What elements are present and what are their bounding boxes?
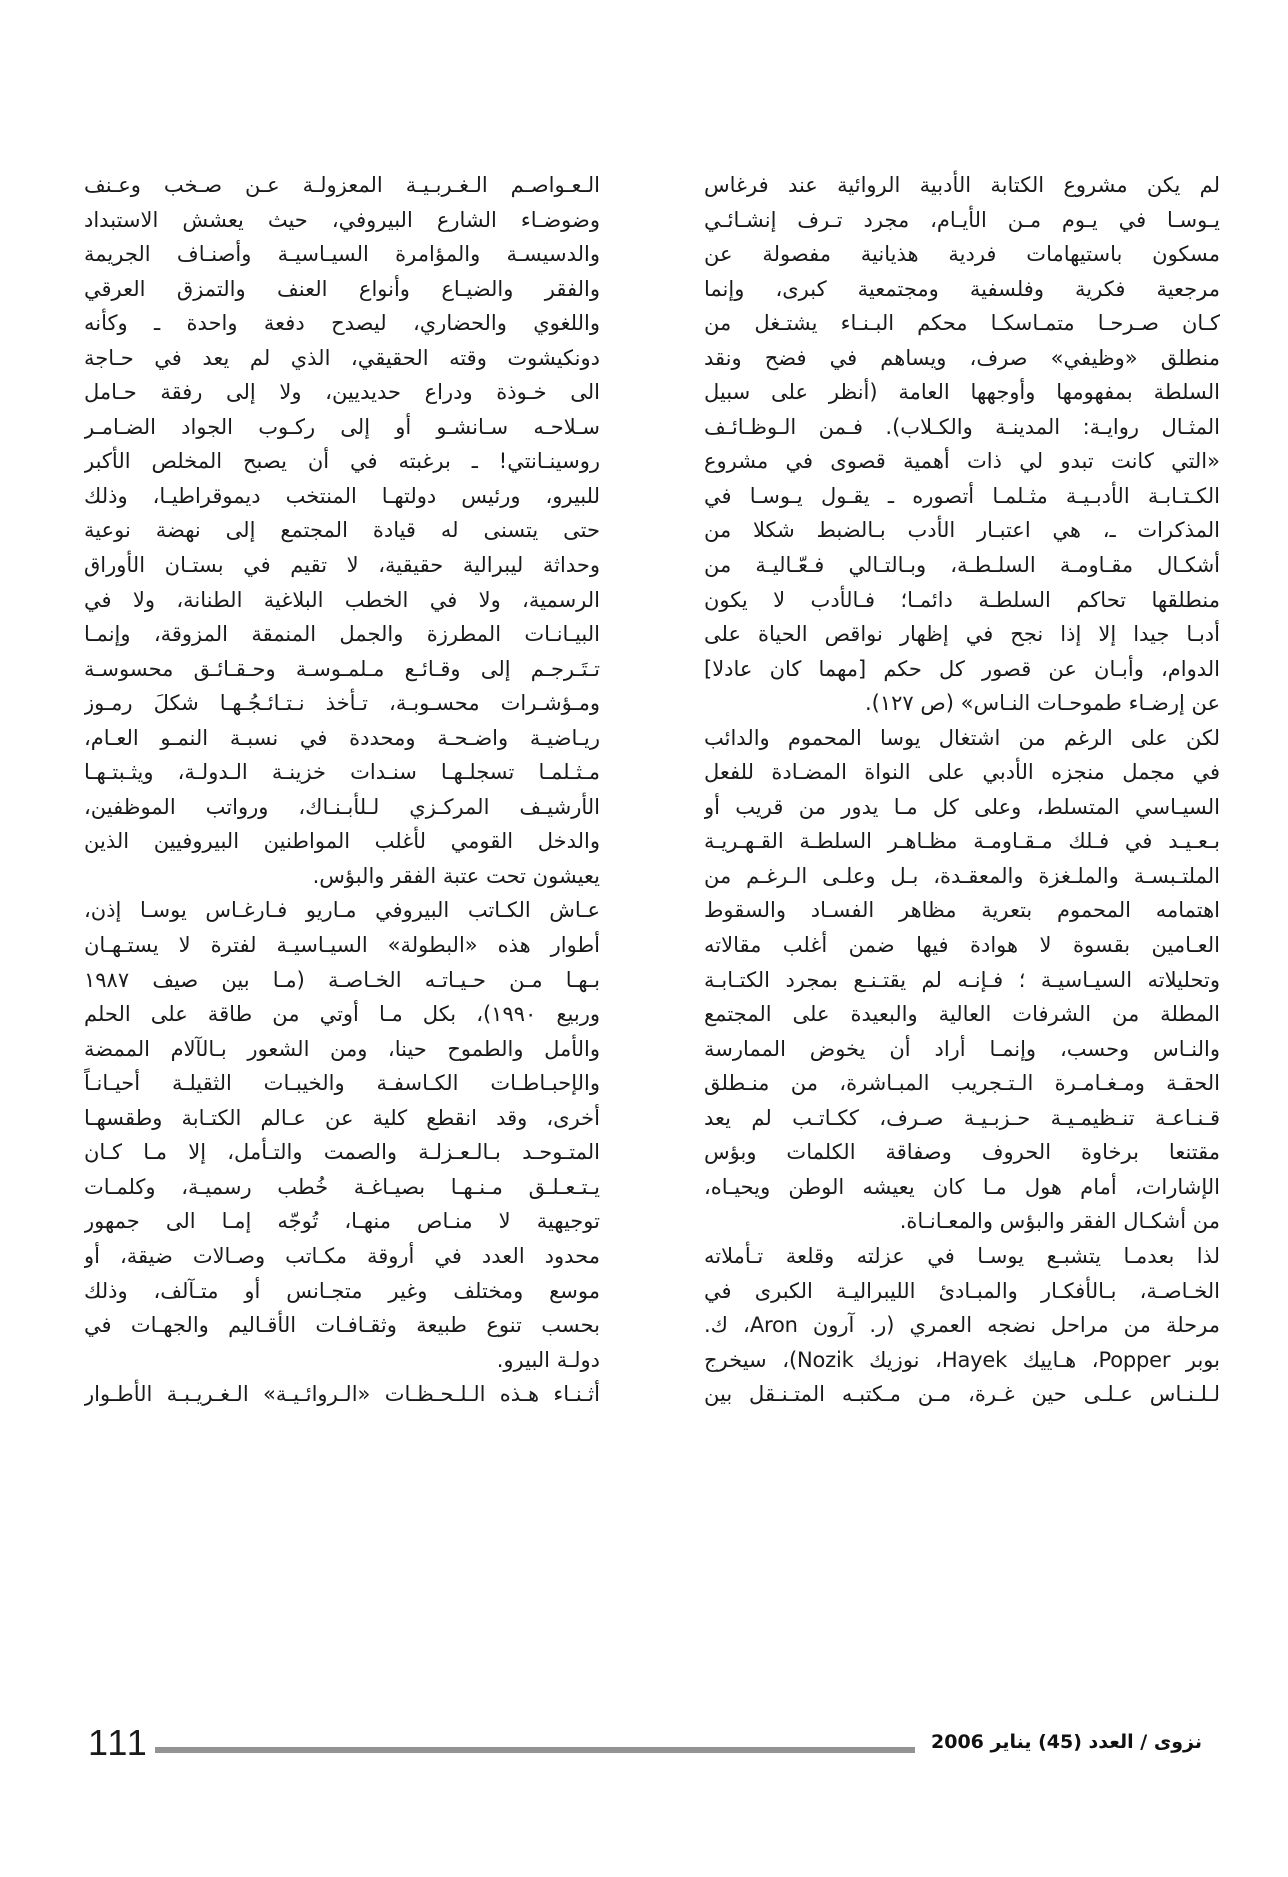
article-column-right	[704, 168, 1220, 1412]
text-line: كـان صـرحـا متمـاسكـا محكم البـنـاء يشتـغل من	[704, 311, 1220, 336]
text-line: الى خـوذة ودراع حديديين، ولا إلى رفقة حـامل	[84, 380, 600, 405]
text-line: يعيشون تحت عتبة الفقر والبؤس.	[312, 863, 600, 888]
text-line: والفقر والضيـاع وأنواع العنف والتمزق العرقي	[84, 276, 600, 301]
text-line: بـهـا مـن حـيـاتـه الخـاصـة (مـا بين صيف ١٩٨٧	[84, 967, 600, 992]
issue-label: نزوى / العدد (45) يناير 2006	[931, 1731, 1202, 1753]
text-line: يـتـعـلـق مـنـهـا بصيـاغـة خُطب رسميـة، وكلمـات	[84, 1174, 600, 1199]
page-number: 111	[88, 1722, 149, 1763]
text-line: محدود العدد في أروقة مكـاتب وصـالات ضيقة، أو	[84, 1243, 600, 1268]
text-line: حتى يتسنى له قيادة المجتمع إلى نهضة نوعية	[84, 518, 600, 543]
text-line: والنـاس وحسب، وإنمـا أراد أن يخوض الممارسة	[704, 1036, 1220, 1061]
text-line: منطلقها تحاكم السلطـة دائمـا؛ فـالأدب لا يكون	[704, 587, 1220, 612]
text-line: السلطة بمفهومها وأوجهها العامة (أنظر على سبيل	[704, 380, 1220, 405]
text-line: من أشكـال الفقر والبؤس والمعـانـاة.	[899, 1209, 1220, 1234]
text-line: مقتنعا برخاوة الحروف وصفاقة الكلمات وبؤس	[704, 1140, 1220, 1165]
text-line: مـثـلمـا تسجلـهـا سنـدات خزينـة الـدولـة، ويثـبتـهـا	[84, 760, 600, 785]
text-line: اهتمامه المحموم بتعرية مظاهر الفسـاد والسقوط	[704, 898, 1220, 923]
text-line: السيـاسي المتسلط، وعلى كل مـا يدور من قريب أو	[704, 794, 1220, 819]
text-line: الإشارات، أمام هول مـا كان يعيشه الوطن ويحيـاه،	[704, 1174, 1220, 1199]
text-line: ريـاضيـة واضـحـة ومحددة في نسبـة النمـو العـام،	[84, 725, 600, 750]
text-line: في مجمل منجزه الأدبي على النواة المضـادة للفعل	[704, 760, 1220, 785]
text-line: وتحليلاته السيـاسيـة ؛ فـإنـه لم يقتـنـع بمجرد الكتـابـة	[704, 967, 1220, 992]
text-line: الخـاصـة، بـالأفكـار والمبـادئ الليبراليـة الكبرى في	[704, 1278, 1220, 1303]
text-line: أخرى، وقد انقطع كلية عن عـالم الكتـابة وطقسهـا	[84, 1105, 600, 1130]
text-line: أثـنـاء هـذه الـلـحـظـات «الـروائـيـة» الـغـريـبـة الأطـوار	[84, 1382, 600, 1407]
text-line: الرسمية، ولا في الخطب البلاغية الطنانة، ولا في	[84, 587, 600, 612]
text-line: المطلة من الشرفات العالية والبعيدة على المجتمع	[704, 1002, 1220, 1027]
text-line: لم يكن مشروع الكتابة الأدبية الروائية عند فرغاس	[704, 173, 1220, 197]
text-line: بحسب تنوع طبيعة وثقـافـات الأقـاليم والجهـات في	[84, 1313, 600, 1338]
text-line: وضوضـاء الشارع البيروفي، حيث يعشش الاستبداد	[84, 207, 600, 232]
text-line: عـاش الكـاتب البيروفي مـاريو فـارغـاس يوسـا إذن،	[84, 898, 600, 923]
text-line: تـتَـرجـم إلى وقـائـع مـلمـوسـة وحـقـائـق محسوسـة	[84, 656, 600, 681]
text-line: للبيرو، ورئيس دولتهـا المنتخب ديموقراطيـا، وذلك	[84, 483, 600, 508]
text-line: الملتـبسـة والملـغزة والمعقـدة، بـل وعلـى الـرغـم من	[704, 863, 1220, 888]
text-line: الدوام، وأبـان عن قصور كل حكم [مهما كان عادلا]	[704, 656, 1220, 681]
text-line: العـامين بقسوة لا هوادة فيها ضمن أغلب مقالاته	[704, 933, 1220, 958]
text-line: دونكيشوت وقته الحقيقي، الذي لم يعد في حـاجة	[84, 345, 600, 370]
text-line: والدسيسـة والمؤامرة السيـاسيـة وأصنـاف الجريمة	[84, 242, 600, 267]
text-line: لكن على الرغم من اشتغال يوسا المحموم والدائب	[704, 725, 1220, 750]
text-line: سـلاحـه سـانشـو أو إلى ركـوب الجواد الضـامـر	[84, 414, 600, 439]
text-line: بوبر Popper، هـاييك Hayek، نوزيك Nozik)، سيخرج	[704, 1347, 1220, 1372]
text-line: دولـة البيرو.	[496, 1347, 600, 1372]
text-line: قـنـاعـة تنـظيمـيـة حـزبـيـة صـرف، ككـاتـب لم يعد	[704, 1105, 1220, 1130]
text-line: عن إرضـاء طموحـات النـاس» (ص ١٢٧).	[864, 691, 1220, 716]
text-line: روسينـانتي! ـ برغبته في أن يصبح المخلص الأكبر	[84, 449, 600, 474]
text-line: «التي كانت تبدو لي ذات أهمية قصوى في مشروع	[704, 449, 1220, 474]
text-line: الحقـة ومـغـامـرة الـتـجريب المبـاشرة، من منـطلق	[704, 1071, 1220, 1096]
text-line: المذكرات ـ، هي اعتبـار الأدب بـالضبط شكلا من	[704, 518, 1220, 543]
text-line: والأمل والطموح حينا، ومن الشعور بـالآلام الممضة	[84, 1036, 600, 1061]
text-line: وربيع ١٩٩٠)، بكل مـا أوتي من طاقة على الحلم	[84, 1002, 600, 1027]
text-line: والدخل القومي لأغلب المواطنين البيروفيين الذين	[84, 829, 600, 854]
text-line: أشكـال مقـاومـة السلـطـة، وبـالتـالي فـعّـاليـة من	[704, 553, 1220, 578]
text-line: أطوار هذه «البطولة» السيـاسيـة لفترة لا يستـهـان	[84, 933, 600, 958]
text-line: والإحبـاطـات الكـاسفـة والخيبـات الثقيلـة أحيـانـاً	[84, 1071, 600, 1096]
text-line: بـعـيـد في فـلك مـقـاومـة مظـاهـر السلطـة القـهـريـة	[704, 829, 1220, 854]
text-line: الأرشيـف المركـزي لـلأبـنـاك، ورواتب الموظفين،	[84, 794, 600, 819]
text-line: الـعـواصـم الـغـربـيـة المعزولـة عـن صـخب وعـنف	[84, 173, 600, 197]
article-column-left	[84, 168, 600, 1412]
text-line: مسكون باستيهامات فردية هذيانية مفصولة عن	[704, 242, 1220, 267]
text-line: الكـتـابـة الأدبـيـة مثـلمـا أتصوره ـ يقـول يـوسـا في	[704, 483, 1220, 508]
text-line: منطلق «وظيفي» صرف، ويساهم في فضح ونقد	[704, 345, 1220, 370]
text-line: أدبـا جيدا إلا إذا نجح في إظهار نواقص الحياة على	[704, 622, 1220, 647]
text-line: واللغوي والحضاري، ليصدح دفعة واحدة ـ وكأنه	[84, 311, 600, 336]
text-line: المتـوحـد بـالـعـزلـة والصمت والتـأمل، إلا مـا كـان	[84, 1140, 600, 1165]
text-line: مرحلة من مراحل نضجه العمري (ر. آرون Aron، ك.	[704, 1313, 1220, 1338]
text-line: وحداثة ليبرالية حقيقية، لا تقيم في بستـان الأوراق	[84, 553, 600, 578]
footer-divider	[155, 1747, 915, 1753]
text-line: لذا بعدمـا يتشبـع يوسـا في عزلته وقلعة تـأملاته	[704, 1243, 1220, 1268]
text-line: موسع ومختلف وغير متجـانس أو متـآلف، وذلك	[84, 1278, 600, 1303]
text-line: يـوسـا في يـوم مـن الأيـام، مجرد تـرف إنشـائـي	[704, 207, 1220, 232]
text-line: البيـانـات المطرزة والجمل المنمقة المزوقة، وإنمـا	[84, 622, 600, 647]
text-line: توجيهية لا منـاص منهـا، تُوجّه إمـا الى جمهور	[84, 1209, 600, 1234]
text-line: ومـؤشـرات محسـوبـة، تـأخذ نـتـائـجُـهـا شكلَ رمـوز	[84, 691, 600, 716]
text-line: مرجعية فكرية وفلسفية ومجتمعية كبرى، وإنما	[704, 276, 1220, 301]
text-line: المثـال روايـة: المدينـة والكـلاب). فـمن الـوظـائـف	[704, 414, 1220, 439]
text-line: لـلـنـاس عـلـى حين غـرة، مـن مـكتبـه المتـنـقل بين	[704, 1382, 1220, 1407]
